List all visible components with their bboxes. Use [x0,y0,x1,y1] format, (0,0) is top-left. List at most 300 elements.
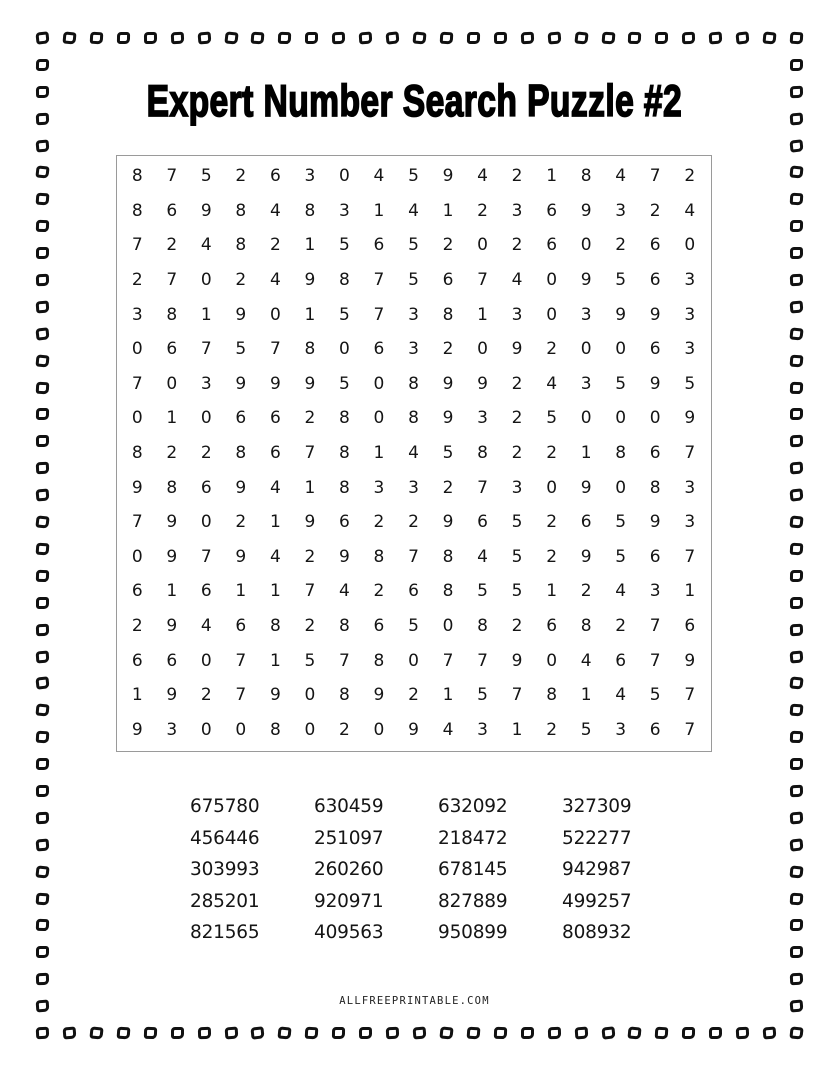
grid-cell[interactable]: 7 [131,512,143,533]
grid-cell[interactable]: 2 [373,512,385,533]
grid-cell[interactable]: 2 [235,512,247,533]
square-border-icon [36,220,49,232]
grid-cell[interactable]: 0 [373,408,385,429]
grid-cell[interactable]: 9 [408,719,419,740]
grid-cell[interactable]: 1 [269,581,281,602]
grid-cell[interactable]: 9 [580,200,592,221]
grid-cell[interactable]: 0 [200,270,212,291]
grid-cell[interactable]: 7 [408,546,419,567]
grid-cell[interactable]: 2 [304,408,316,429]
grid-cell[interactable]: 3 [304,166,316,187]
grid-cell[interactable]: 3 [511,304,523,325]
grid-cell[interactable]: 9 [649,304,661,325]
grid-cell[interactable]: 7 [235,685,247,706]
grid-cell[interactable]: 1 [166,408,178,429]
grid-cell[interactable]: 9 [166,512,178,533]
grid-cell[interactable]: 7 [131,235,143,256]
grid-cell[interactable]: 8 [442,581,454,602]
grid-cell[interactable]: 7 [131,373,143,394]
grid-cell[interactable]: 1 [546,166,558,187]
grid-cell[interactable]: 3 [649,581,661,602]
grid-cell[interactable]: 2 [511,235,523,256]
grid-cell[interactable]: 2 [304,615,316,636]
grid-cell[interactable]: 0 [546,270,558,291]
grid-cell[interactable]: 6 [373,615,385,636]
grid-cell[interactable]: 7 [304,581,316,602]
grid-cell[interactable]: 4 [339,581,350,602]
grid-cell[interactable]: 6 [269,408,281,429]
grid-cell[interactable]: 5 [580,719,592,740]
grid-cell[interactable]: 5 [615,270,627,291]
grid-cell[interactable]: 5 [442,442,454,463]
grid-cell[interactable]: 2 [442,339,454,360]
grid-cell[interactable]: 9 [235,477,247,498]
grid-cell[interactable]: 8 [580,166,592,187]
grid-cell[interactable]: 3 [615,200,627,221]
grid-cell[interactable]: 9 [684,650,696,671]
square-border-icon [790,731,803,743]
grid-cell[interactable]: 0 [546,477,558,498]
grid-cell[interactable]: 3 [477,719,488,740]
grid-cell[interactable]: 6 [649,339,661,360]
grid-cell[interactable]: 9 [649,512,661,533]
grid-cell[interactable]: 6 [200,477,212,498]
grid-cell[interactable]: 2 [200,685,212,706]
grid-cell[interactable]: 0 [339,339,350,360]
grid-cell[interactable]: 9 [511,650,523,671]
grid-cell[interactable]: 6 [546,615,558,636]
grid-cell[interactable]: 4 [477,166,488,187]
grid-cell[interactable]: 6 [649,235,661,256]
grid-cell[interactable]: 8 [339,477,350,498]
grid-cell[interactable]: 2 [408,512,419,533]
grid-cell[interactable]: 1 [304,477,316,498]
grid-cell[interactable]: 2 [269,235,281,256]
grid-cell[interactable]: 6 [408,581,419,602]
grid-cell[interactable]: 9 [615,304,627,325]
grid-cell[interactable]: 9 [269,373,281,394]
grid-cell[interactable]: 5 [615,512,627,533]
grid-cell[interactable]: 7 [477,270,488,291]
grid-cell[interactable]: 1 [235,581,247,602]
grid-cell[interactable]: 3 [200,373,212,394]
grid-cell[interactable]: 8 [408,408,419,429]
grid-cell[interactable]: 5 [511,512,523,533]
grid-cell[interactable]: 0 [131,408,143,429]
grid-cell[interactable]: 8 [269,719,281,740]
grid-cell[interactable]: 0 [546,650,558,671]
grid-cell[interactable]: 6 [580,512,592,533]
grid-cell[interactable]: 7 [200,546,212,567]
grid-cell[interactable]: 1 [269,650,281,671]
grid-cell[interactable]: 8 [339,615,350,636]
square-border-icon [790,381,803,393]
grid-cell[interactable]: 3 [477,408,488,429]
grid-cell[interactable]: 6 [684,615,696,636]
grid-cell[interactable]: 6 [235,408,247,429]
grid-cell[interactable]: 2 [166,442,178,463]
grid-cell[interactable]: 2 [235,270,247,291]
grid-cell[interactable]: 6 [373,339,385,360]
grid-cell[interactable]: 1 [442,685,454,706]
grid-cell[interactable]: 0 [269,304,281,325]
grid-cell[interactable]: 6 [442,270,454,291]
grid-cell[interactable]: 8 [235,200,247,221]
grid-cell[interactable]: 6 [546,235,558,256]
grid-cell[interactable]: 4 [684,200,696,221]
grid-cell[interactable]: 2 [546,719,558,740]
grid-cell[interactable]: 6 [615,650,627,671]
grid-cell[interactable]: 0 [649,408,661,429]
grid-cell[interactable]: 7 [235,650,247,671]
grid-cell[interactable]: 7 [373,270,385,291]
grid-cell[interactable]: 7 [373,304,385,325]
grid-cell[interactable]: 0 [304,685,316,706]
grid-cell[interactable]: 5 [615,373,627,394]
grid-cell[interactable]: 1 [304,304,316,325]
grid-cell[interactable]: 8 [373,650,385,671]
grid-cell[interactable]: 9 [580,546,592,567]
grid-cell[interactable]: 4 [200,235,212,256]
grid-cell[interactable]: 5 [684,373,696,394]
grid-cell[interactable]: 7 [684,442,696,463]
grid-cell[interactable]: 9 [235,373,247,394]
grid-cell[interactable]: 5 [339,235,350,256]
grid-cell[interactable]: 2 [511,166,523,187]
grid-cell[interactable]: 8 [442,546,454,567]
grid-cell[interactable]: 7 [511,685,523,706]
grid-cell[interactable]: 3 [684,270,696,291]
grid-cell[interactable]: 8 [235,235,247,256]
grid-cell[interactable]: 7 [166,270,178,291]
grid-cell[interactable]: 3 [408,339,419,360]
grid-cell[interactable]: 5 [477,685,488,706]
grid-cell[interactable]: 7 [649,166,661,187]
grid-cell[interactable]: 1 [477,304,488,325]
grid-cell[interactable]: 1 [546,581,558,602]
grid-cell[interactable]: 3 [580,373,592,394]
grid-cell[interactable]: 0 [615,408,627,429]
grid-cell[interactable]: 1 [373,442,385,463]
grid-cell[interactable]: 8 [477,442,488,463]
grid-cell[interactable]: 1 [442,200,454,221]
grid-cell[interactable]: 4 [477,546,488,567]
grid-cell[interactable]: 5 [339,304,350,325]
grid-cell[interactable]: 8 [615,442,627,463]
grid-cell[interactable]: 4 [408,200,419,221]
grid-cell[interactable]: 8 [408,373,419,394]
grid-cell[interactable]: 1 [684,581,696,602]
grid-cell[interactable]: 1 [511,719,523,740]
grid-cell[interactable]: 4 [269,200,281,221]
grid-cell[interactable]: 1 [200,304,212,325]
grid-cell[interactable]: 3 [408,477,419,498]
grid-cell[interactable]: 8 [580,615,592,636]
grid-cell[interactable]: 9 [200,200,212,221]
grid-cell[interactable]: 7 [200,339,212,360]
grid-cell[interactable]: 4 [511,270,523,291]
grid-cell[interactable]: 6 [373,235,385,256]
grid-cell[interactable]: 5 [304,650,316,671]
grid-cell[interactable]: 9 [511,339,523,360]
grid-cell[interactable]: 7 [649,615,661,636]
grid-cell[interactable]: 6 [649,546,661,567]
grid-cell[interactable]: 5 [511,546,523,567]
grid-cell[interactable]: 5 [546,408,558,429]
grid-cell[interactable]: 8 [373,546,385,567]
grid-cell[interactable]: 9 [477,373,488,394]
grid-cell[interactable]: 9 [166,685,178,706]
grid-cell[interactable]: 4 [408,442,419,463]
grid-cell[interactable]: 3 [339,200,350,221]
grid-cell[interactable]: 8 [166,304,178,325]
grid-cell[interactable]: 2 [684,166,696,187]
grid-cell[interactable]: 6 [649,270,661,291]
grid-cell[interactable]: 8 [339,685,350,706]
grid-cell[interactable]: 5 [477,581,488,602]
grid-cell[interactable]: 2 [615,235,627,256]
grid-cell[interactable]: 3 [373,477,385,498]
grid-cell[interactable]: 9 [373,685,385,706]
grid-cell[interactable]: 8 [339,442,350,463]
grid-cell[interactable]: 0 [200,512,212,533]
grid-cell[interactable]: 3 [684,512,696,533]
grid-cell[interactable]: 0 [339,166,350,187]
grid-cell[interactable]: 3 [408,304,419,325]
grid-cell[interactable]: 7 [339,650,350,671]
grid-cell[interactable]: 9 [131,719,143,740]
grid-cell[interactable]: 6 [166,339,178,360]
grid-cell[interactable]: 0 [615,477,627,498]
grid-cell[interactable]: 4 [269,477,281,498]
grid-cell[interactable]: 0 [684,235,696,256]
grid-cell[interactable]: 0 [200,650,212,671]
grid-cell[interactable]: 7 [166,166,178,187]
grid-cell[interactable]: 7 [304,442,316,463]
grid-cell[interactable]: 6 [166,650,178,671]
grid-cell[interactable]: 2 [649,200,661,221]
grid-cell[interactable]: 3 [615,719,627,740]
grid-cell[interactable]: 7 [684,685,696,706]
grid-cell[interactable]: 5 [649,685,661,706]
grid-cell[interactable]: 3 [511,477,523,498]
grid-cell[interactable]: 0 [373,373,385,394]
grid-cell[interactable]: 5 [235,339,247,360]
grid-cell[interactable]: 1 [166,581,178,602]
grid-cell[interactable]: 6 [131,650,143,671]
grid-cell[interactable]: 5 [408,235,419,256]
grid-cell[interactable]: 9 [166,546,178,567]
grid-cell[interactable]: 9 [339,546,350,567]
grid-cell[interactable]: 5 [408,615,419,636]
grid-cell[interactable]: 2 [511,442,523,463]
grid-cell[interactable]: 0 [373,719,385,740]
grid-cell[interactable]: 7 [477,477,488,498]
grid-cell[interactable]: 9 [442,373,454,394]
grid-cell[interactable]: 5 [408,270,419,291]
grid-cell[interactable]: 9 [269,685,281,706]
square-border-icon [35,166,49,179]
grid-cell[interactable]: 0 [200,408,212,429]
grid-cell[interactable]: 2 [304,546,316,567]
grid-cell[interactable]: 2 [546,546,558,567]
grid-cell[interactable]: 6 [546,200,558,221]
square-border-icon [790,462,804,475]
grid-cell[interactable]: 2 [200,442,212,463]
grid-cell[interactable]: 2 [166,235,178,256]
grid-cell[interactable]: 9 [304,270,316,291]
grid-cell[interactable]: 2 [235,166,247,187]
grid-cell[interactable]: 9 [442,408,454,429]
grid-cell[interactable]: 0 [235,719,247,740]
grid-cell[interactable]: 0 [200,719,212,740]
grid-cell[interactable]: 2 [580,581,592,602]
grid-cell[interactable]: 5 [339,373,350,394]
grid-cell[interactable]: 9 [235,546,247,567]
grid-cell[interactable]: 6 [339,512,350,533]
grid-cell[interactable]: 6 [235,615,247,636]
grid-cell[interactable]: 8 [339,270,350,291]
grid-cell[interactable]: 2 [442,477,454,498]
grid-cell[interactable]: 0 [131,339,143,360]
grid-cell[interactable]: 0 [304,719,316,740]
grid-cell[interactable]: 0 [546,304,558,325]
grid-cell[interactable]: 4 [580,650,592,671]
grid-cell[interactable]: 1 [269,512,281,533]
grid-cell[interactable]: 8 [442,304,454,325]
grid-cell[interactable]: 6 [269,166,281,187]
grid-cell[interactable]: 9 [580,477,592,498]
grid-cell[interactable]: 6 [477,512,488,533]
grid-cell[interactable]: 8 [166,477,178,498]
grid-cell[interactable]: 8 [131,200,143,221]
grid-cell[interactable]: 0 [477,339,488,360]
grid-cell[interactable]: 8 [131,166,143,187]
grid-cell[interactable]: 3 [684,339,696,360]
square-border-icon [790,166,804,179]
grid-cell[interactable]: 6 [200,581,212,602]
grid-cell[interactable]: 4 [442,719,454,740]
grid-cell[interactable]: 1 [131,685,143,706]
grid-cell[interactable]: 0 [131,546,143,567]
square-border-icon [440,32,454,45]
grid-cell[interactable]: 7 [649,650,661,671]
square-border-icon [359,32,373,45]
grid-cell[interactable]: 3 [511,200,523,221]
grid-cell[interactable]: 2 [408,685,419,706]
grid-cell[interactable]: 3 [580,304,592,325]
grid-cell[interactable]: 2 [511,615,523,636]
grid-cell[interactable]: 5 [408,166,419,187]
grid-cell[interactable]: 2 [339,719,350,740]
grid-cell[interactable]: 8 [339,408,350,429]
grid-cell[interactable]: 4 [615,685,627,706]
grid-cell[interactable]: 9 [304,373,316,394]
grid-cell[interactable]: 0 [408,650,419,671]
grid-cell[interactable]: 5 [200,166,212,187]
grid-cell[interactable]: 9 [684,408,696,429]
grid-cell[interactable]: 8 [235,442,247,463]
grid-cell[interactable]: 4 [615,581,627,602]
grid-cell[interactable]: 4 [546,373,558,394]
grid-cell[interactable]: 1 [304,235,316,256]
grid-cell[interactable]: 9 [580,270,592,291]
grid-cell[interactable]: 2 [546,442,558,463]
grid-cell[interactable]: 2 [511,373,523,394]
grid-cell[interactable]: 2 [477,200,488,221]
grid-cell[interactable]: 7 [684,719,696,740]
square-border-icon [789,838,803,851]
grid-cell[interactable]: 1 [580,685,592,706]
grid-cell[interactable]: 6 [166,200,178,221]
grid-cell[interactable]: 7 [684,546,696,567]
grid-cell[interactable]: 2 [546,339,558,360]
grid-cell[interactable]: 8 [269,615,281,636]
grid-cell[interactable]: 2 [442,235,454,256]
grid-cell[interactable]: 2 [131,615,143,636]
grid-cell[interactable]: 3 [684,477,696,498]
grid-cell[interactable]: 5 [511,581,523,602]
grid-cell[interactable]: 0 [442,615,454,636]
grid-cell[interactable]: 2 [511,408,523,429]
grid-cell[interactable]: 9 [166,615,178,636]
grid-cell[interactable]: 4 [615,166,627,187]
grid-cell[interactable]: 0 [580,339,592,360]
grid-cell[interactable]: 4 [269,270,281,291]
grid-cell[interactable]: 9 [304,512,316,533]
grid-cell[interactable]: 3 [684,304,696,325]
grid-cell[interactable]: 0 [477,235,488,256]
grid-cell[interactable]: 0 [166,373,178,394]
grid-cell[interactable]: 0 [580,235,592,256]
grid-cell[interactable]: 4 [373,166,385,187]
grid-cell[interactable]: 8 [546,685,558,706]
grid-cell[interactable]: 3 [166,719,178,740]
grid-cell[interactable]: 9 [442,512,454,533]
grid-cell[interactable]: 1 [580,442,592,463]
grid-cell[interactable]: 7 [442,650,454,671]
grid-cell[interactable]: 2 [373,581,385,602]
grid-cell[interactable]: 9 [442,166,454,187]
grid-cell[interactable]: 8 [649,477,661,498]
grid-cell[interactable]: 7 [269,339,281,360]
grid-cell[interactable]: 2 [615,615,627,636]
grid-cell[interactable]: 6 [269,442,281,463]
number-search-grid [116,155,712,752]
grid-cell[interactable]: 0 [580,408,592,429]
square-border-icon [790,704,804,717]
grid-cell[interactable]: 8 [304,339,316,360]
grid-cell[interactable]: 1 [373,200,385,221]
grid-cell[interactable]: 9 [131,477,143,498]
grid-cell[interactable]: 8 [131,442,143,463]
grid-cell[interactable]: 5 [615,546,627,567]
grid-cell[interactable]: 4 [200,615,212,636]
grid-cell[interactable]: 9 [235,304,247,325]
grid-cell[interactable]: 2 [546,512,558,533]
grid-cell[interactable]: 7 [477,650,488,671]
grid-cell[interactable]: 0 [615,339,627,360]
grid-cell[interactable]: 8 [477,615,488,636]
grid-cell[interactable]: 6 [131,581,143,602]
grid-cell[interactable]: 2 [131,270,143,291]
grid-cell[interactable]: 8 [304,200,316,221]
grid-cell[interactable]: 9 [649,373,661,394]
grid-cell[interactable]: 6 [649,719,661,740]
grid-cell[interactable]: 4 [269,546,281,567]
grid-cell[interactable]: 3 [131,304,143,325]
grid-cell[interactable]: 6 [649,442,661,463]
